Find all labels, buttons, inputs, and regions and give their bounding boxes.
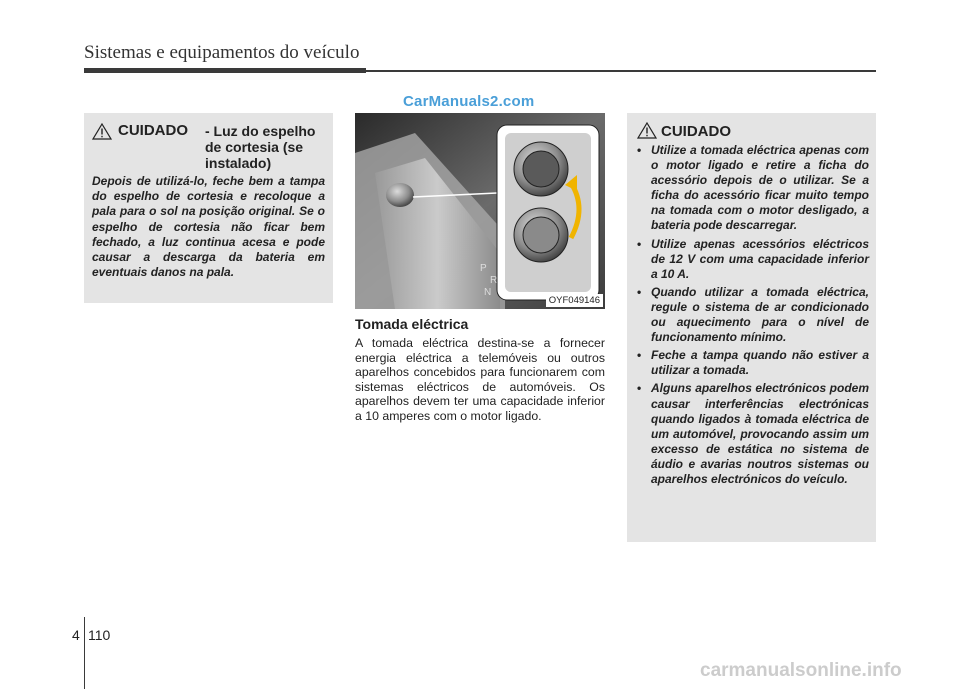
caution-box-power-outlet bbox=[627, 113, 876, 542]
caution-list bbox=[635, 143, 869, 490]
caution-title: CUIDADO bbox=[118, 122, 188, 139]
chapter-number: 4 bbox=[72, 627, 80, 643]
watermark-top: CarManuals2.com bbox=[403, 93, 535, 110]
page-number: 110 bbox=[88, 627, 111, 643]
caution-box-vanity-mirror bbox=[84, 113, 333, 303]
svg-text:R: R bbox=[490, 275, 498, 286]
caution-list-item: • Feche a tampa quando não estiver a utilizar a tomada. bbox=[637, 348, 869, 378]
power-outlet-photo bbox=[355, 113, 605, 309]
caution-body: Depois de utilizá-lo, feche bem a tampa do espelho de cortesia e recoloque a pala para o sol na posição original. Se o espelho de cortesia não ficar bem fechado, a luz continua acesa e pode causar a descarga da bateria em eventuais danos na pala. bbox=[92, 174, 325, 280]
warning-triangle-icon bbox=[92, 123, 114, 140]
caution-heading bbox=[92, 122, 325, 171]
svg-text:P: P bbox=[480, 263, 487, 274]
page-header-title: Sistemas e equipamentos do veículo bbox=[84, 42, 360, 63]
caution-list-item: • Quando utilizar a tomada eléctrica, regule o sistema de ar condicionado ou aquecimento para o nível de funcionamento mínimo. bbox=[637, 284, 869, 345]
caution-list-item: • Utilize a tomada eléctrica apenas com o motor ligado e retire a ficha do acessório depois de o utilizar. Se a ficha do acessório ficar muito tempo na tomada com o motor desligado, a bateria pode descarregar. bbox=[637, 143, 869, 233]
section-title: Tomada eléctrica bbox=[355, 316, 469, 332]
photo-code-label: OYF049146 bbox=[546, 294, 603, 307]
header-rule-thin bbox=[366, 70, 876, 72]
caution-list-item: • Utilize apenas acessórios eléctricos de 12 V com uma capacidade inferior a 10 A. bbox=[637, 236, 869, 281]
svg-text:N: N bbox=[484, 287, 492, 298]
caution-subtitle: - Luz do espelho de cortesia (se instalado) bbox=[205, 123, 316, 171]
warning-triangle-icon bbox=[637, 122, 659, 139]
header-rule bbox=[84, 68, 366, 73]
footer-divider bbox=[84, 617, 85, 689]
caution-title: CUIDADO bbox=[661, 123, 731, 140]
watermark-bottom: carmanualsonline.info bbox=[700, 660, 902, 681]
caution-list-item: • Alguns aparelhos electrónicos podem causar interferências electrónicas quando ligados à tomada eléctrica de um automóvel, provocando assim um excesso de estática no sistema de áudio e avarias noutros sistemas ou aparelhos electrónicos do veículo. bbox=[637, 381, 869, 486]
section-body: A tomada eléctrica destina-se a fornecer energia eléctrica a telemóveis ou outros aparelhos concebidos para funcionarem com sistemas eléctricos de automóveis. Os aparelhos devem ter uma capacidade inferior a 10 amperes com o motor ligado. bbox=[355, 336, 605, 423]
